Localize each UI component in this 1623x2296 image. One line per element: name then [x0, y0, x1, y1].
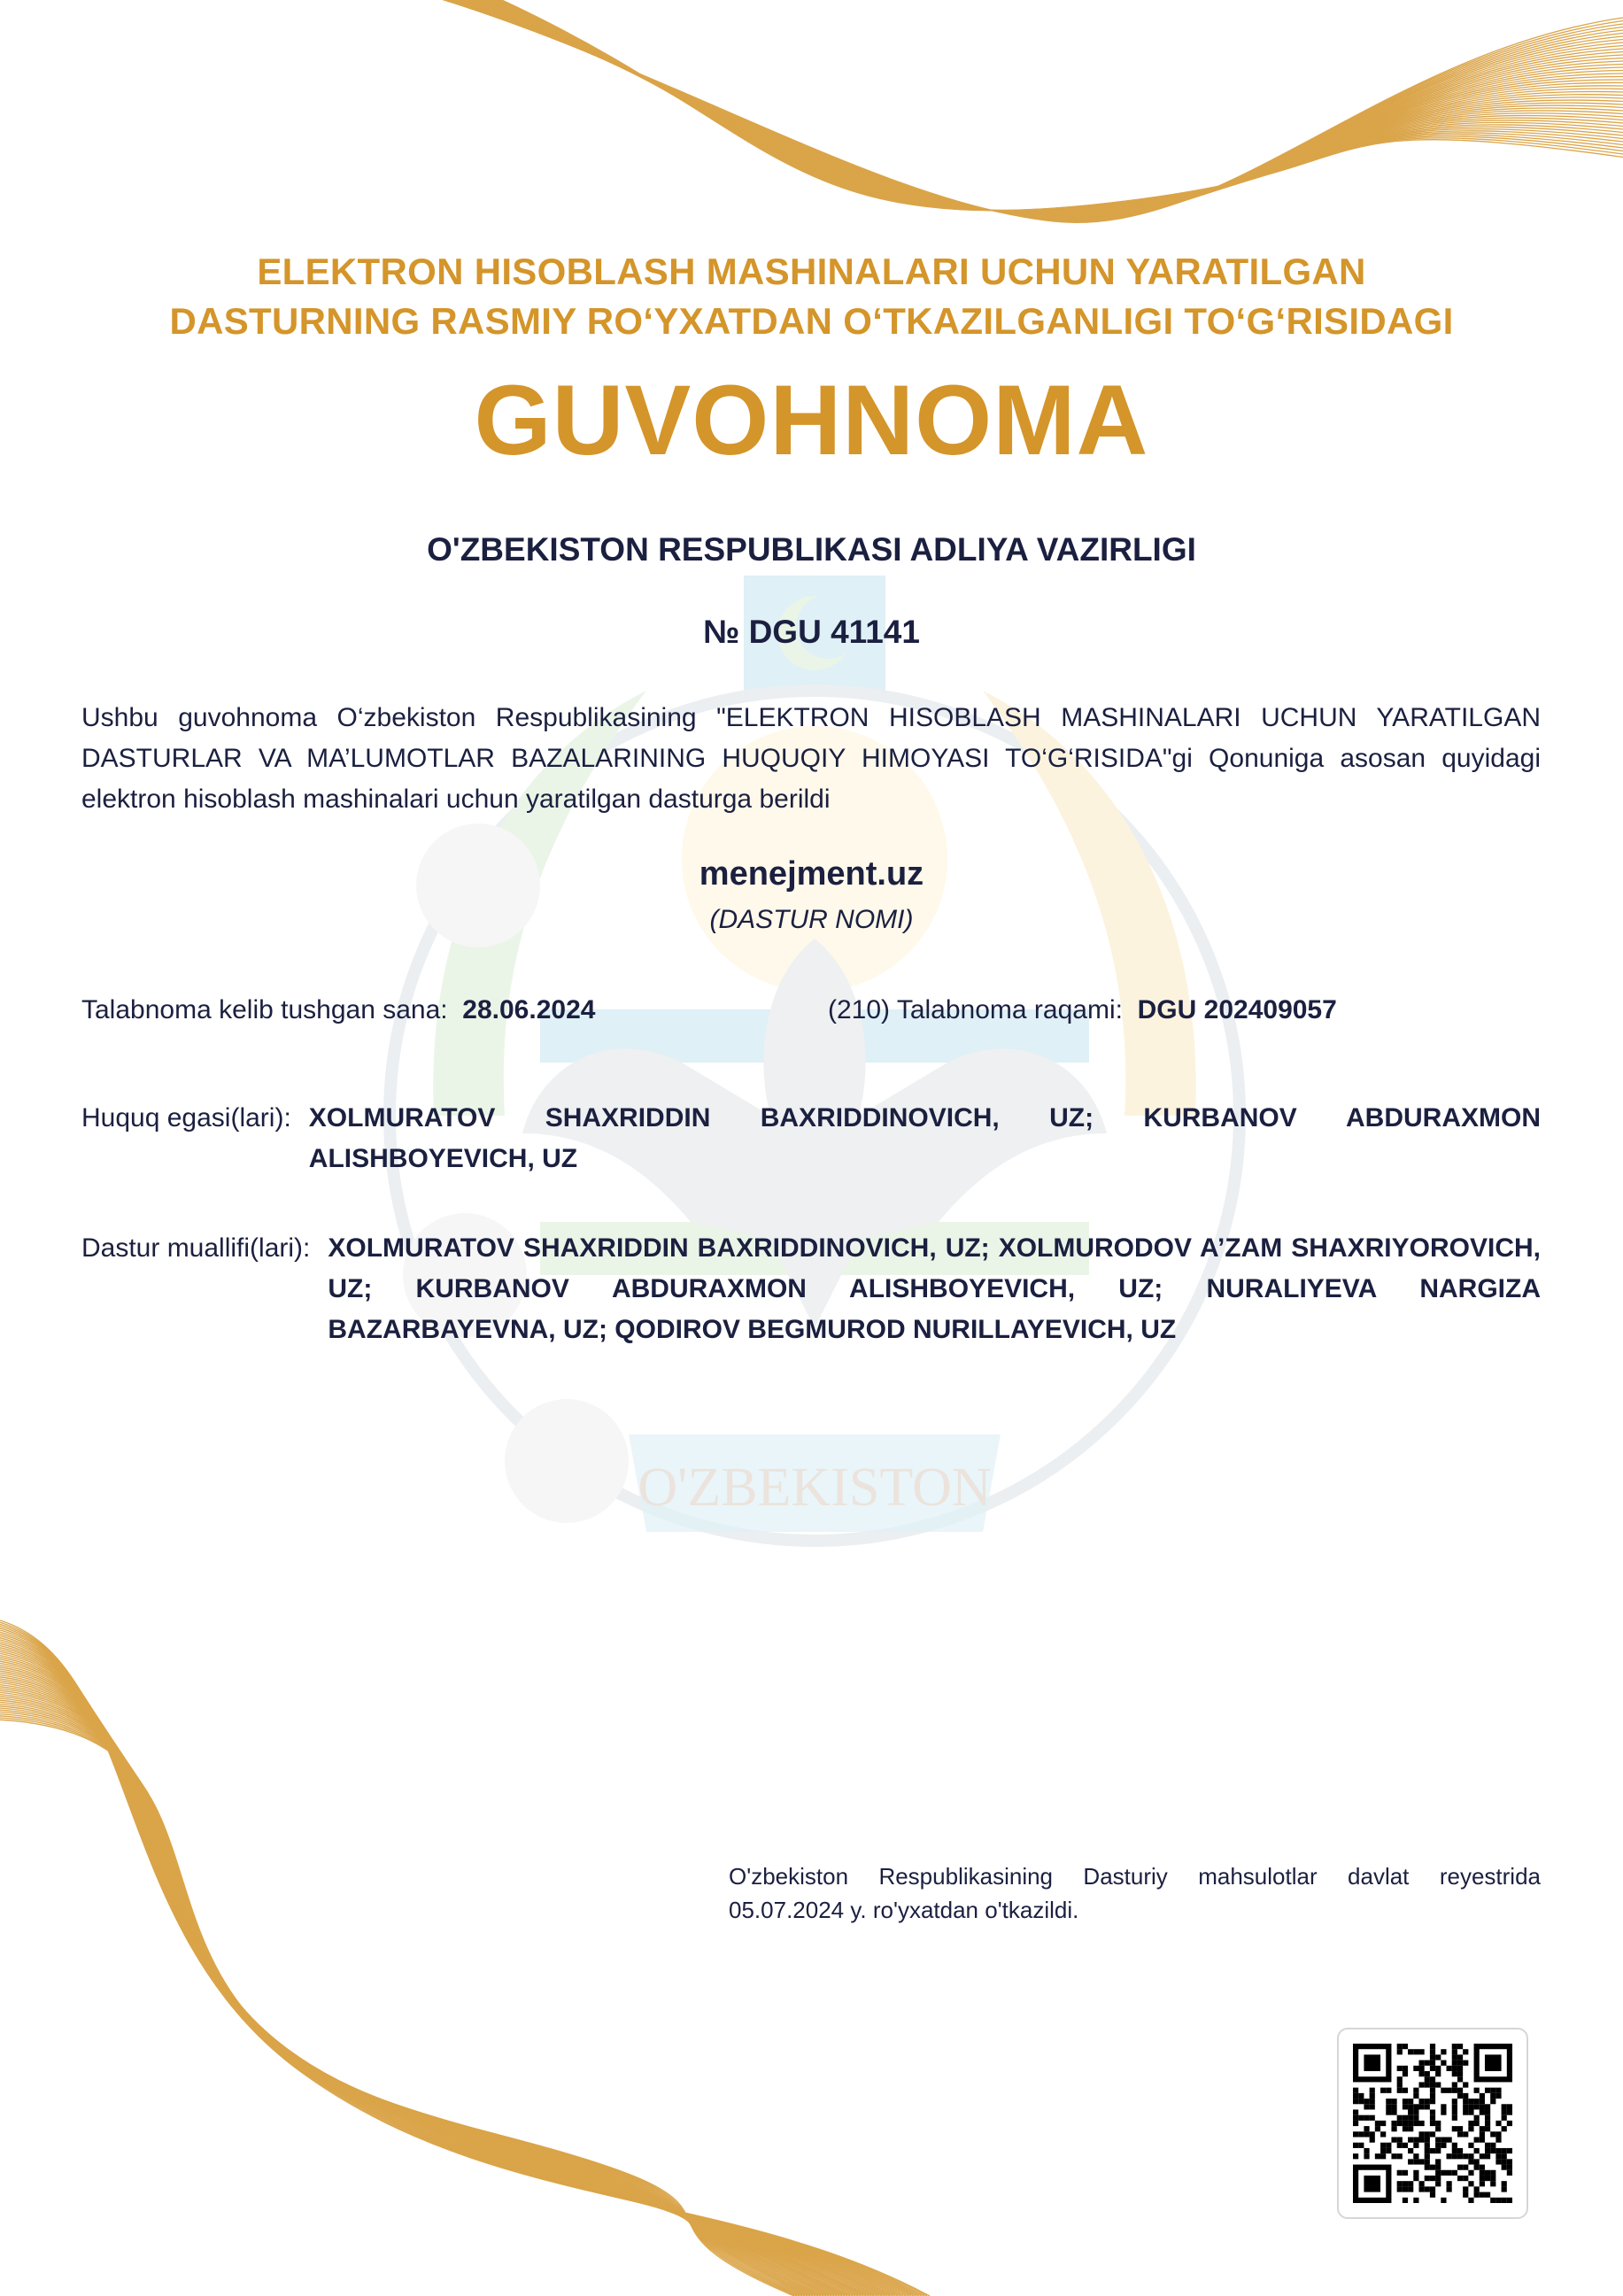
ministry-name: O'ZBEKISTON RESPUBLIKASI ADLIYA VAZIRLIGI [427, 531, 1196, 568]
application-date-value: 28.06.2024 [462, 995, 596, 1024]
certificate-number: № DGU 41141 [703, 614, 920, 650]
program-name: menejment.uz [699, 855, 924, 893]
emblem-banner-text: O'ZBEKISTON [638, 1457, 992, 1518]
intro-paragraph: Ushbu guvohnoma O‘zbekiston Respublikasining "ELEKTRON HISOBLASH MASHINALARI UCHUN YARATILGAN DASTURLAR VA MA’LUMOTLAR BAZALARINING HUQUQIY HIMOYASI TO‘G‘RISIDA"gi Qonuniga asosan quyidagi elektron hisoblash mashinalari uchun yaratilgan dasturga berildi [81, 703, 1541, 814]
qr-code [1337, 2028, 1528, 2219]
guilloche-bottom-decoration [0, 1612, 1063, 2296]
header-line-2: DASTURNING RASMIY RO‘YXATDAN O‘TKAZILGANLIGI TO‘G‘RISIDAGI [169, 300, 1454, 342]
program-name-caption: (DASTUR NOMI) [709, 905, 914, 934]
authors-row [81, 1228, 1541, 1350]
application-date-label: Talabnoma kelib tushgan sana: [81, 995, 448, 1024]
rights-holders-label: Huquq egasi(lari): [81, 1103, 291, 1133]
qr-code-icon [1353, 2044, 1512, 2203]
authors-value: XOLMURATOV SHAXRIDDIN BAXRIDDINOVICH, UZ; XOLMURODOV A’ZAM SHAXRIYOROVICH, UZ; KURBANOV ABDURAXMON ALISHBOYEVICH, UZ; NURALIYEVA NARGIZA BAZARBAYEVNA, UZ; QODIROV BEGMUROD NURILLAYEVICH, UZ [328, 1233, 1541, 1344]
application-number-label: (210) Talabnoma raqami: [828, 995, 1123, 1024]
rights-holders-row [81, 1098, 1541, 1179]
application-date-field [81, 995, 595, 1025]
application-number-field [828, 995, 1337, 1025]
document-title: GUVOHNOMA [474, 365, 1149, 475]
header-line-1: ELEKTRON HISOBLASH MASHINALARI UCHUN YARATILGAN [257, 251, 1366, 292]
authors-label: Dastur muallifi(lari): [81, 1233, 311, 1263]
rights-holders-value: XOLMURATOV SHAXRIDDIN BAXRIDDINOVICH, UZ; KURBANOV ABDURAXMON ALISHBOYEVICH, UZ [308, 1103, 1541, 1173]
registry-note: O'zbekiston Respublikasining Dasturiy mahsulotlar davlat reyestrida 05.07.2024 y. ro'yxatdan o'tkazildi. [729, 1863, 1541, 1923]
application-number-value: DGU 202409057 [1137, 995, 1337, 1024]
guilloche-top-decoration [0, 0, 1623, 239]
